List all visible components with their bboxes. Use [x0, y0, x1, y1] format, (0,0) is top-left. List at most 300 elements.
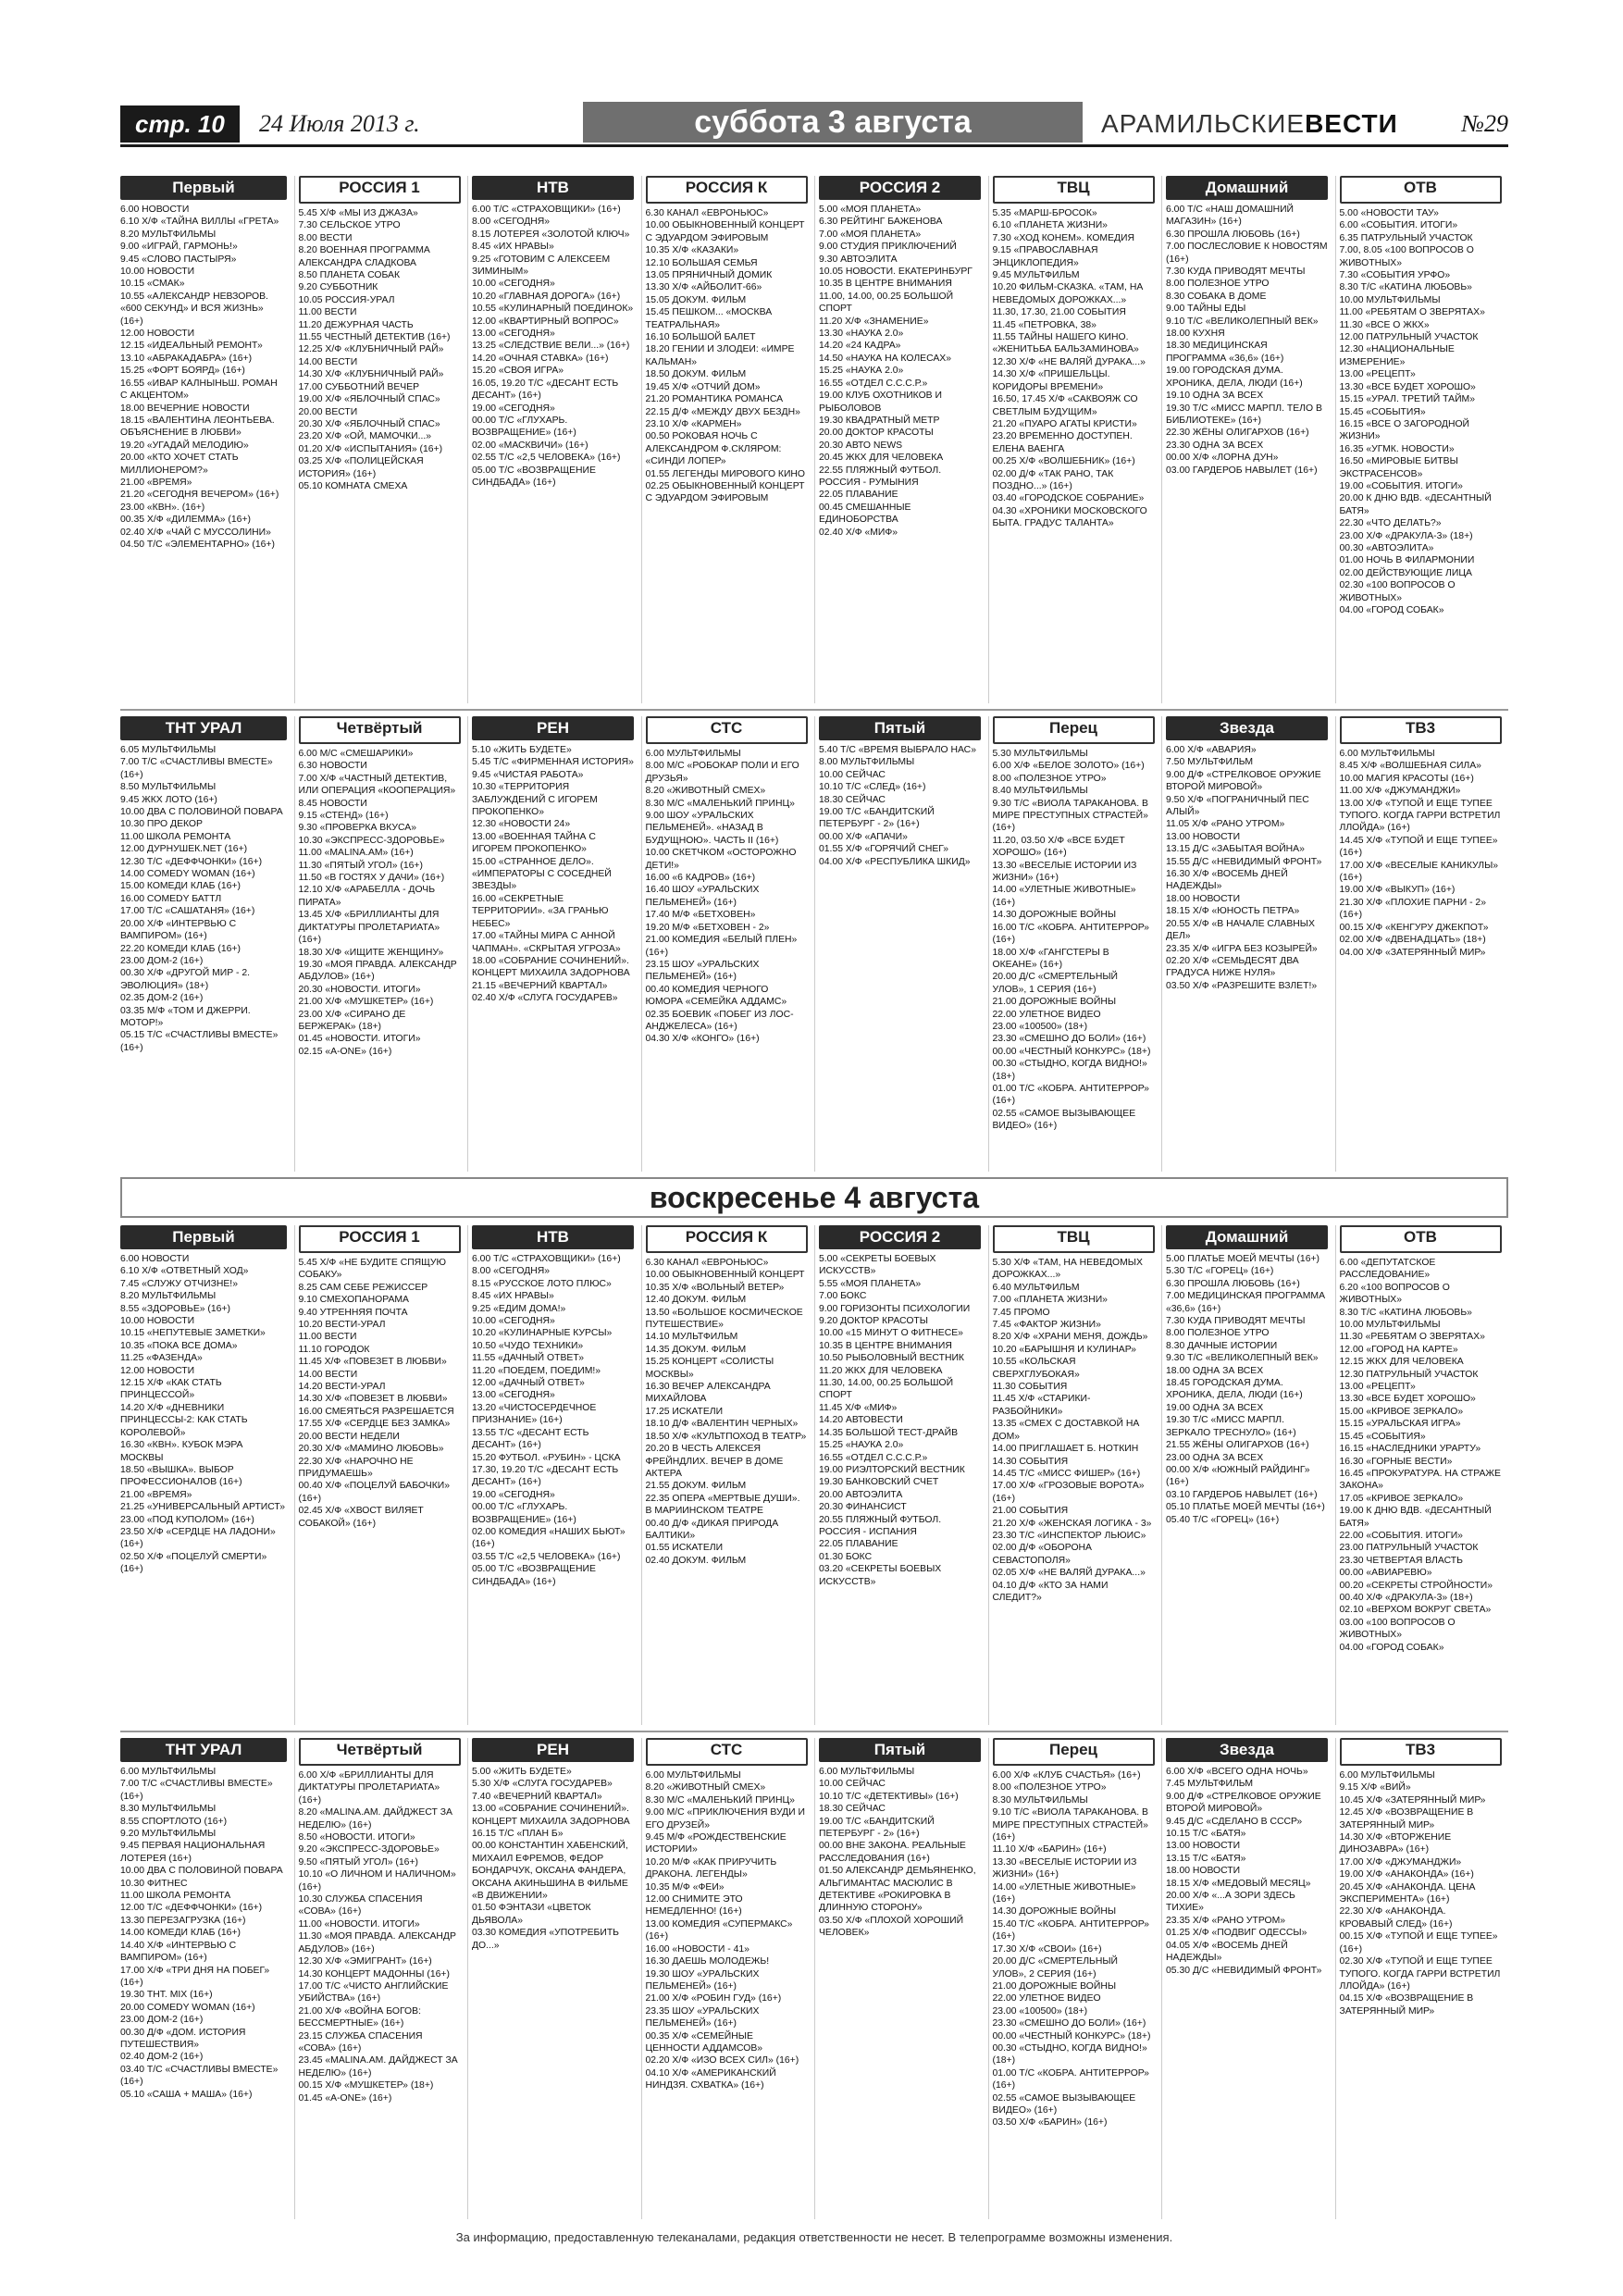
program-item: 6.00 Х/Ф «ВСЕГО ОДНА НОЧЬ»	[1166, 1767, 1308, 1777]
program-item: 9.00 Д/Ф «СТРЕЛКОВОЕ ОРУЖИЕ ВТОРОЙ МИРОВОЙ»	[1166, 769, 1321, 793]
program-item: 5.55 «МОЯ ПЛАНЕТА»	[819, 1278, 922, 1289]
program-item: 05.15 Т/С «СЧАСТЛИВЫ ВМЕСТЕ» (16+)	[120, 1030, 279, 1053]
program-item: 6.30 КАНАЛ «ЕВРОНЬЮС»	[645, 208, 769, 218]
program-item: 6.10 «ПЛАНЕТА ЖИЗНИ»	[992, 220, 1108, 231]
program-item: 13.30 «ВЕСЕЛЫЕ ИСТОРИИ ИЗ ЖИЗНИ» (16+)	[992, 860, 1137, 884]
day-title-saturday: суббота 3 августа	[583, 102, 1083, 143]
program-item: 16.00 COMEDY БАТТЛ	[120, 893, 222, 904]
program-item: 05.00 Т/С «ВОЗВРАЩЕНИЕ СИНДБАДА» (16+)	[472, 1564, 596, 1587]
program-item: 6.00 Т/С «СТРАХОВЩИКИ» (16+)	[472, 205, 621, 215]
program-item: 8.20 «ЖИВОТНЫЙ СМЕХ»	[645, 1782, 766, 1793]
program-item: 23.30 Т/С «ИНСПЕКТОР ЛЬЮИС»	[992, 1530, 1146, 1541]
program-item: 12.00 Т/С «ДЕФФЧОНКИ» (16+)	[120, 1903, 263, 1914]
program-list	[120, 744, 287, 1054]
program-item: 10.20 М/Ф «КАК ПРИРУЧИТЬ ДРАКОНА. ЛЕГЕНДЫ»	[645, 1856, 777, 1880]
program-item: 04.10 Д/Ф «КТО ЗА НАМИ СЛЕДИТ?»	[992, 1580, 1109, 1603]
program-item: 02.40 Х/Ф «МИФ»	[819, 527, 898, 538]
program-item: 13.50 «БОЛЬШОЕ КОСМИЧЕСКОЕ ПУТЕШЕСТВИЕ»	[645, 1307, 803, 1331]
program-item: 19.45 Х/Ф «ОТЧИЙ ДОМ»	[645, 381, 761, 392]
program-item: 8.40 МУЛЬТФИЛЬМЫ	[992, 786, 1088, 797]
program-item: 16.30 ДАЕШЬ МОЛОДЕЖЬ!	[645, 1956, 770, 1967]
program-item: 9.15 «СТЕНД» (16+)	[298, 811, 389, 822]
program-item: 23.00 «100500» (18+)	[992, 2005, 1088, 2017]
program-item: 00.40 Д/Ф «ДИКАЯ ПРИРОДА БАЛТИКИ»	[645, 1518, 779, 1541]
program-item: 04.30 Х/Ф «КОНГО» (16+)	[645, 1034, 760, 1045]
program-item: 23.20 Х/Ф «ОЙ, МАМОЧКИ...»	[298, 431, 432, 442]
program-item: 9.00 ШОУ «УРАЛЬСКИХ ПЕЛЬМЕНЕЙ». «НАЗАД В БУДУЩНОЮ». ЧАСТЬ II (16+)	[645, 811, 779, 846]
program-item: 15.00 «КРИВОЕ ЗЕРКАЛО»	[1339, 1406, 1464, 1417]
program-item: 18.00 НОВОСТИ	[1166, 1866, 1241, 1877]
channel-column	[988, 176, 1155, 703]
program-item: 9.15 Х/Ф «ВИЙ»	[1339, 1782, 1411, 1793]
program-item: 18.00 Х/Ф «ГАНГСТЕРЫ В ОКЕАНЕ» (16+)	[992, 947, 1109, 970]
program-item: 16.30 «ГОРНЫЕ ВЕСТИ»	[1339, 1456, 1453, 1467]
program-item: 9.00 «ИГРАЙ, ГАРМОНЬ!»	[120, 242, 238, 253]
program-item: 18.00 «СОБРАНИЕ СОЧИНЕНИЙ». КОНЦЕРТ МИХАИЛА ЗАДОРНОВА	[472, 955, 630, 979]
program-item: 16.45 «ПРОКУРАТУРА. НА СТРАЖЕ ЗАКОНА»	[1339, 1468, 1501, 1492]
program-item: 15.55 Д/С «НЕВИДИМЫЙ ФРОНТ»	[1166, 856, 1322, 867]
program-item: 7.40 «ВЕЧЕРНИЙ КВАРТАЛ»	[472, 1791, 602, 1802]
channel-logo: НТВ	[472, 1225, 634, 1249]
program-item: 16.00 Т/С «КОБРА. АНТИТЕРРОР» (16+)	[992, 922, 1149, 946]
channel-column	[1335, 1225, 1502, 1725]
program-item: 8.20 ВОЕННАЯ ПРОГРАММА АЛЕКСАНДРА СЛАДКОВА	[298, 245, 430, 268]
program-item: 23.00 Х/Ф «ДРАКУЛА-3» (18+)	[1339, 530, 1473, 541]
program-item: 14.45 Т/С «МИСС ФИШЕР» (16+)	[992, 1468, 1141, 1479]
program-item: 19.00 Т/С «БАНДИТСКИЙ ПЕТЕРБУРГ - 2» (16+)	[819, 807, 935, 830]
program-item: 21.00 ДОРОЖНЫЕ ВОЙНЫ	[992, 1980, 1117, 1992]
program-item: 10.00 СЕЙЧАС	[819, 1779, 886, 1790]
program-item: 8.30 Т/С «КАТИНА ЛЮБОВЬ»	[1339, 282, 1472, 293]
program-item: 14.20 Х/Ф «ДНЕВНИКИ ПРИНЦЕССЫ-2: КАК СТАТЬ КОРОЛЕВОЙ»	[120, 1402, 248, 1438]
program-item: 10.35 В ЦЕНТРЕ ВНИМАНИЯ	[819, 1340, 952, 1351]
program-item: 16.00 СМЕЯТЬСЯ РАЗРЕШАЕТСЯ	[298, 1406, 454, 1417]
program-item: 6.00 «ДЕПУТАТСКОЕ РАССЛЕДОВАНИЕ»	[1339, 1258, 1436, 1281]
program-list	[472, 1766, 634, 1952]
program-item: 19.00 КЛУБ ОХОТНИКОВ И РЫБОЛОВОВ	[819, 391, 942, 414]
program-item: 04.30 «ХРОНИКИ МОСКОВСКОГО БЫТА. ГРАДУС ТАЛАНТА»	[992, 505, 1147, 529]
program-item: 12.10 БОЛЬШАЯ СЕМЬЯ	[645, 257, 758, 268]
program-item: 6.30 КАНАЛ «ЕВРОНЬЮС»	[645, 1258, 769, 1268]
program-item: 04.05 Х/Ф «ВОСЕМЬ ДНЕЙ НАДЕЖДЫ»	[1166, 1940, 1288, 1964]
program-item: 11.45 «ПЕТРОВКА, 38»	[992, 319, 1096, 330]
program-item: 17.30, 19.20 Т/С «ДЕСАНТ ЕСТЬ ДЕСАНТ» (16+)	[472, 1464, 619, 1488]
program-item: 12.30 ПАТРУЛЬНЫЙ УЧАСТОК	[1339, 1369, 1479, 1380]
program-item: 02.55 «САМОЕ ВЫЗЫВАЮЩЕЕ ВИДЕО» (16+)	[992, 1108, 1136, 1132]
program-item: 23.15 ШОУ «УРАЛЬСКИХ ПЕЛЬМЕНЕЙ» (16+)	[645, 959, 760, 983]
program-item: 01.20 Х/Ф «ИСПЫТАНИЯ» (16+)	[298, 443, 443, 454]
program-item: 8.00 ПОЛЕЗНОЕ УТРО	[1166, 279, 1270, 290]
program-item: 22.30 Х/Ф «НАРОЧНО НЕ ПРИДУМАЕШЬ»	[298, 1456, 414, 1479]
program-item: 19.00 ОДНА ЗА ВСЕХ	[1166, 1402, 1264, 1413]
program-item: 18.50 ДОКУМ. ФИЛЬМ	[645, 369, 747, 380]
program-item: 10.00 ОБЫКНОВЕННЫЙ КОНЦЕРТ	[645, 1270, 805, 1281]
program-item: 11.45 Х/Ф «СТАРИКИ-РАЗБОЙНИКИ»	[992, 1394, 1091, 1417]
program-item: 00.00 Т/С «ГЛУХАРЬ. ВОЗВРАЩЕНИЕ» (16+)	[472, 1502, 576, 1525]
channel-logo: ОТВ	[1340, 176, 1502, 204]
program-item: 10.00 НОВОСТИ	[120, 1316, 195, 1327]
program-item: 19.00 «СЕГОДНЯ»	[472, 1489, 555, 1500]
program-item: 10.20 «БАРЫШНЯ И КУЛИНАР»	[992, 1344, 1136, 1355]
masthead	[1101, 105, 1398, 143]
channel-logo: РОССИЯ 2	[819, 1225, 981, 1249]
program-item: 11.30, 14.00, 00.25 БОЛЬШОЙ СПОРТ	[819, 1378, 954, 1401]
program-item: 6.00 Т/С «СТРАХОВЩИКИ» (16+)	[472, 1254, 621, 1264]
program-item: 10.55 «КОЛЬСКАЯ СВЕРХГЛУБОКАЯ»	[992, 1357, 1080, 1380]
saturday-top-grid	[120, 176, 1508, 703]
channel-column	[641, 1738, 808, 2219]
channel-column	[294, 716, 461, 1172]
program-item: 5.00 «СЕКРЕТЫ БОЕВЫХ ИСКУССТВ»	[819, 1254, 936, 1277]
issue-date: 24 Июля 2013 г.	[259, 110, 420, 137]
program-item: 9.45 М/Ф «РОЖДЕСТВЕНСКИЕ ИСТОРИИ»	[645, 1832, 787, 1855]
program-item: 22.30 Х/Ф «АНАКОНДА. КРОВАВЫЙ СЛЕД» (16+)	[1339, 1906, 1453, 1930]
channel-logo: Пятый	[819, 1738, 981, 1762]
program-item: 15.45 «СОБЫТИЯ»	[1339, 406, 1426, 417]
program-item: 10.45 Х/Ф «ЗАТЕРЯННЫЙ МИР»	[1339, 1794, 1486, 1806]
channel-logo: РОССИЯ 1	[299, 176, 461, 204]
program-item: 8.20 МУЛЬТФИЛЬМЫ	[120, 1291, 217, 1302]
program-list	[120, 1766, 287, 2101]
channel-logo: РОССИЯ К	[646, 1225, 808, 1253]
program-item: 17.00 Т/С «ЧИСТО АНГЛИЙСКИЕ УБИЙСТВА» (16+)	[298, 1980, 449, 2004]
program-item: 23.30 «СМЕШНО ДО БОЛИ» (16+)	[992, 1034, 1146, 1045]
section-divider	[120, 1731, 1508, 1732]
program-item: 9.00 М/С «ПРИКЛЮЧЕНИЯ ВУДИ И ЕГО ДРУЗЕЙ»	[645, 1807, 806, 1831]
program-item: 9.00 ГОРИЗОНТЫ ПСИХОЛОГИИ	[819, 1303, 971, 1314]
program-item: 10.30 ФИТНЕС	[120, 1878, 188, 1889]
program-item: 11.05 Х/Ф «РАНО УТРОМ»	[1166, 819, 1285, 830]
saturday-bottom-grid	[120, 716, 1508, 1172]
program-item: 9.45 Д/С «СДЕЛАНО В СССР»	[1166, 1816, 1303, 1827]
program-item: 14.30 Х/Ф «КЛУБНИЧНЫЙ РАЙ»	[298, 369, 444, 380]
channel-logo: Пятый	[819, 716, 981, 740]
channel-logo: Четвёртый	[299, 1738, 461, 1766]
program-item: 9.20 СУББОТНИК	[298, 282, 378, 293]
program-list	[120, 1253, 287, 1576]
program-item: 23.45 «MALINA.AM. ДАЙДЖЕСТ ЗА НЕДЕЛЮ» (16+)	[298, 2055, 458, 2079]
program-item: 03.50 Х/Ф «РАЗРЕШИТЕ ВЗЛЕТ!»	[1166, 980, 1318, 991]
program-item: 12.40 ДОКУМ. ФИЛЬМ	[645, 1295, 747, 1306]
program-item: 23.35 ШОУ «УРАЛЬСКИХ ПЕЛЬМЕНЕЙ» (16+)	[645, 2005, 760, 2029]
program-item: 10.15 Т/С «БАТЯ»	[1166, 1829, 1246, 1840]
program-item: 16.15 «НАСЛЕДНИКИ УРАРТУ»	[1339, 1444, 1481, 1455]
program-item: 6.10 Х/Ф «ОТВЕТНЫЙ ХОД»	[120, 1266, 249, 1277]
channel-column	[1335, 176, 1502, 703]
program-item: 12.00 НОВОСТИ	[120, 329, 195, 340]
program-item: 15.40 Т/С «КОБРА. АНТИТЕРРОР» (16+)	[992, 1918, 1149, 1942]
program-item: 14.20 «ОЧНАЯ СТАВКА» (16+)	[472, 353, 609, 364]
channel-logo: РОССИЯ К	[646, 176, 808, 204]
program-item: 03.50 Х/Ф «ПЛОХОЙ ХОРОШИЙ ЧЕЛОВЕК»	[819, 1915, 964, 1939]
channel-column	[294, 1225, 461, 1725]
page-header	[120, 102, 1508, 146]
program-item: 22.00 «СОБЫТИЯ. ИТОГИ»	[1339, 1530, 1463, 1541]
program-item: 21.00 СОБЫТИЯ	[992, 1506, 1069, 1517]
program-item: 7.45 МУЛЬТФИЛЬМ	[1166, 1779, 1254, 1790]
program-item: 14.30 Х/Ф «ПРИШЕЛЬЦЫ. КОРИДОРЫ ВРЕМЕНИ»	[992, 369, 1110, 392]
program-item: 11.00 «РЕБЯТАМ О ЗВЕРЯТАХ»	[1339, 307, 1485, 318]
channel-column	[1335, 716, 1502, 1172]
program-item: 19.30 БАНКОВСКИЙ СЧЕТ	[819, 1477, 939, 1488]
program-item: 5.00 «НОВОСТИ ТАУ»	[1339, 208, 1439, 218]
program-item: 19.00 К ДНЮ ВДВ. «ДЕСАНТНЫЙ БАТЯ»	[1339, 1506, 1492, 1529]
program-item: 00.30 «СТЫДНО, КОГДА ВИДНО!» (18+)	[992, 2042, 1147, 2066]
program-item: 8.15 ЛОТЕРЕЯ «ЗОЛОТОЙ КЛЮЧ»	[472, 229, 630, 240]
program-item: 23.50 Х/Ф «СЕРДЦЕ НА ЛАДОНИ» (16+)	[120, 1526, 276, 1550]
program-item: 15.20 «СВОЯ ИГРА»	[472, 366, 564, 377]
program-item: 8.00 ПОЛЕЗНОЕ УТРО	[1166, 1328, 1270, 1339]
program-item: 00.40 КОМЕДИЯ ЧЕРНОГО ЮМОРА «СЕМЕЙКА АДДАМС»	[645, 984, 787, 1008]
program-item: 01.00 НОЧЬ В ФИЛАРМОНИИ	[1339, 555, 1475, 566]
channel-column	[641, 716, 808, 1172]
program-item: 6.00 НОВОСТИ	[120, 1254, 190, 1264]
channel-column	[1335, 1738, 1502, 2219]
program-item: 7.30 СЕЛЬСКОЕ УТРО	[298, 220, 401, 231]
channel-logo: ТВЦ	[993, 1225, 1155, 1253]
program-item: 20.30 ФИНАНСИСТ	[819, 1502, 907, 1513]
program-item: 5.30 Т/С «ГОРЕЦ» (16+)	[1166, 1266, 1274, 1277]
program-item: 8.20 «MALINA.AM. ДАЙДЖЕСТ ЗА НЕДЕЛЮ» (16+)	[298, 1807, 452, 1831]
program-item: 9.30 АВТОЭЛИТА	[819, 254, 898, 265]
program-item: 7.00 Т/С «СЧАСТЛИВЫ ВМЕСТЕ» (16+)	[120, 757, 273, 780]
program-item: 18.50 Х/Ф «КУЛЬТПОХОД В ТЕАТР»	[645, 1431, 807, 1442]
program-item: 05.30 Д/С «НЕВИДИМЫЙ ФРОНТ»	[1166, 1965, 1322, 1976]
program-list	[993, 748, 1155, 1133]
program-item: 9.45 «СЛОВО ПАСТЫРЯ»	[120, 254, 237, 265]
program-item: 10.50 РЫБОЛОВНЫЙ ВЕСТНИК	[819, 1353, 964, 1364]
program-item: 14.00 КОМЕДИ КЛАБ (16+)	[120, 1928, 241, 1939]
program-list	[1166, 744, 1328, 992]
program-item: 17.00 Х/Ф «ГРОЗОВЫЕ ВОРОТА» (16+)	[992, 1481, 1145, 1504]
program-item: 6.05 МУЛЬТФИЛЬМЫ	[120, 745, 217, 755]
program-item: 00.00 «ЧЕСТНЫЙ КОНКУРС» (18+)	[992, 1046, 1151, 1057]
channel-column	[988, 716, 1155, 1172]
program-item: 22.20 КОМЕДИ КЛАБ (16+)	[120, 943, 241, 954]
program-item: 14.40 Х/Ф «ИНТЕРВЬЮ С ВАМПИРОМ» (16+)	[120, 1940, 237, 1964]
program-item: 13.00 «СЕГОДНЯ»	[472, 1390, 555, 1401]
program-item: 22.00 УЛЕТНОЕ ВИДЕО	[992, 1009, 1101, 1020]
program-item: 5.45 Т/С «ФИРМЕННАЯ ИСТОРИЯ»	[472, 757, 634, 768]
program-item: 10.20 ФИЛЬМ-СКАЗКА. «ТАМ, НА НЕВЕДОМЫХ ДОРОЖКАХ...»	[992, 282, 1144, 305]
program-list	[819, 1253, 981, 1588]
program-list	[1340, 1257, 1502, 1654]
program-item: 00.45 СМЕШАННЫЕ ЕДИНОБОРСТВА	[819, 502, 911, 526]
program-list	[120, 204, 287, 551]
program-item: 21.00 «ВРЕМЯ»	[120, 477, 192, 488]
program-list	[1340, 748, 1502, 959]
program-item: 00.30 «СТЫДНО, КОГДА ВИДНО!» (18+)	[992, 1059, 1147, 1082]
program-item: 02.25 ОБЫКНОВЕННЫЙ КОНЦЕРТ С ЭДУАРДОМ ЭФИРОВЫМ	[645, 480, 805, 504]
newspaper-page	[120, 102, 1508, 2244]
program-item: 12.00 ПАТРУЛЬНЫЙ УЧАСТОК	[1339, 332, 1479, 343]
program-item: 10.00 ДВА С ПОЛОВИНОЙ ПОВАРА	[120, 807, 283, 818]
program-item: 21.00 ДОРОЖНЫЕ ВОЙНЫ	[992, 997, 1117, 1008]
program-item: 18.30 СЕЙЧАС	[819, 794, 886, 805]
program-item: 7.00 «ПЛАНЕТА ЖИЗНИ»	[992, 1295, 1108, 1306]
program-item: 6.00 МУЛЬТФИЛЬМЫ	[120, 1767, 217, 1777]
program-item: 00.00 Т/С «ГЛУХАРЬ. ВОЗВРАЩЕНИЕ» (16+)	[472, 415, 576, 439]
program-item: 03.00 ГАРДЕРОБ НАВЫЛЕТ (16+)	[1166, 465, 1318, 476]
program-item: 6.20 «100 ВОПРОСОВ О ЖИВОТНЫХ»	[1339, 1282, 1450, 1306]
masthead-part-2: ВЕСТИ	[1305, 109, 1398, 138]
program-item: 6.00 М/С «СМЕШАРИКИ»	[298, 749, 414, 759]
program-item: 8.45 «ИХ НРАВЫ»	[472, 242, 554, 253]
program-item: 01.25 Х/Ф «ПОДВИГ ОДЕССЫ»	[1166, 1928, 1307, 1939]
program-item: 9.00 ТАЙНЫ ЕДЫ	[1166, 304, 1246, 315]
program-item: 23.35 Х/Ф «РАНО УТРОМ»	[1166, 1915, 1286, 1926]
program-item: 20.45 ЖКХ ДЛЯ ЧЕЛОВЕКА	[819, 453, 944, 464]
program-item: 02.40 ДОМ-2 (16+)	[120, 2052, 204, 2063]
channel-column	[467, 176, 634, 703]
program-item: 8.55 СПОРТЛОТО (16+)	[120, 1816, 228, 1827]
program-item: 16.50 «МИРОВЫЕ БИТВЫ ЭКСТРАСЕНСОВ»	[1339, 456, 1458, 479]
program-item: 17.00 Х/Ф «ТРИ ДНЯ НА ПОБЕГ» (16+)	[120, 1965, 270, 1988]
channel-column	[120, 176, 287, 703]
program-item: 21.55 ДОКУМ. ФИЛЬМ	[645, 1481, 747, 1492]
masthead-part-1: АРАМИЛЬСКИЕ	[1101, 109, 1306, 138]
program-item: 23.00 «КВН». (16+)	[120, 502, 205, 513]
program-list	[646, 207, 808, 505]
program-item: 11.50 «В ГОСТЯХ У ДАЧИ» (16+)	[298, 873, 445, 884]
program-item: 10.35 «ПОКА ВСЕ ДОМА»	[120, 1340, 238, 1351]
program-item: 12.30 Т/С «ДЕФФЧОНКИ» (16+)	[120, 856, 263, 867]
program-item: 13.15 Д/С «ЗАБЫТАЯ ВОЙНА»	[1166, 844, 1305, 855]
program-item: 23.35 Х/Ф «ИГРА БЕЗ КОЗЫРЕЙ»	[1166, 943, 1318, 954]
program-item: 11.00, 14.00, 00.25 БОЛЬШОЙ СПОРТ	[819, 291, 954, 315]
program-item: 9.30 Т/С «ВЕЛИКОЛЕПНЫЙ ВЕК»	[1166, 1353, 1319, 1364]
program-item: 13.00 НОВОСТИ	[1166, 1841, 1241, 1852]
program-item: 21.00 Х/Ф «ВОЙНА БОГОВ: БЕССМЕРТНЫЕ» (16+)	[298, 2005, 421, 2029]
program-item: 10.10 «О ЛИЧНОМ И НАЛИЧНОМ» (16+)	[298, 1869, 456, 1893]
program-item: 18.20 ГЕНИИ И ЗЛОДЕИ: «ИМРЕ КАЛЬМАН»	[645, 344, 795, 367]
program-item: 11.30, 17.30, 21.00 СОБЫТИЯ	[992, 307, 1126, 318]
program-item: 01.00 Т/С «КОБРА. АНТИТЕРРОР» (16+)	[992, 2067, 1149, 2091]
program-item: 16.15 «ВСЕ О ЗАГОРОДНОЙ ЖИЗНИ»	[1339, 418, 1470, 442]
program-item: 18.00 НОВОСТИ	[1166, 893, 1241, 904]
header-rule	[120, 144, 1508, 147]
program-item: 19.10 ОДНА ЗА ВСЕХ	[1166, 391, 1264, 402]
program-list	[646, 1257, 808, 1567]
program-item: 04.00 Х/Ф «ЗАТЕРЯННЫЙ МИР»	[1339, 947, 1486, 958]
program-item: 16.00 «6 КАДРОВ» (16+)	[645, 873, 756, 884]
program-item: 9.45 ПЕРВАЯ НАЦИОНАЛЬНАЯ ЛОТЕРЕЯ (16+)	[120, 1841, 266, 1864]
program-item: 00.00 Х/Ф «ЛОРНА ДУН»	[1166, 453, 1279, 464]
program-item: 10.00 СЕЙЧАС	[819, 769, 886, 780]
program-item: 5.00 «ЖИТЬ БУДЕТЕ»	[472, 1767, 572, 1777]
program-item: 13.55 Т/С «ДЕСАНТ ЕСТЬ ДЕСАНТ» (16+)	[472, 1427, 589, 1451]
program-item: 10.50 «ЧУДО ТЕХНИКИ»	[472, 1340, 584, 1351]
program-item: 13.05 ПРЯНИЧНЫЙ ДОМИК	[645, 270, 773, 281]
program-item: 03.50 Х/Ф «БАРИН» (16+)	[992, 2117, 1108, 2128]
program-item: 01.30 БОКС	[819, 1551, 873, 1562]
channel-logo: Звезда	[1166, 1738, 1328, 1762]
program-item: 14.20 «24 КАДРА»	[819, 341, 901, 352]
program-item: 7.30 «ХОД КОНЕМ». КОМЕДИЯ	[992, 232, 1135, 243]
channel-logo: Первый	[120, 176, 287, 200]
program-item: 18.15 Х/Ф «МЕДОВЫЙ МЕСЯЦ»	[1166, 1878, 1311, 1889]
program-item: 10.20 «ГЛАВНАЯ ДОРОГА» (16+)	[472, 291, 621, 302]
program-item: 19.30 «МОЯ ПРАВДА. АЛЕКСАНДР АБДУЛОВ» (16+)	[298, 959, 457, 983]
program-item: 01.50 ФЭНТАЗИ «ЦВЕТОК ДЬЯВОЛА»	[472, 1903, 591, 1926]
program-item: 21.55 ЖЁНЫ ОЛИГАРХОВ (16+)	[1166, 1440, 1309, 1451]
program-item: 8.00 МУЛЬТФИЛЬМЫ	[819, 757, 915, 768]
program-item: 12.10 Х/Ф «АРАБЕЛЛА - ДОЧЬ ПИРАТА»	[298, 885, 436, 908]
channel-logo: РЕН	[472, 716, 634, 740]
program-item: 00.35 Х/Ф «ДИЛЕММА» (16+)	[120, 515, 251, 526]
program-item: 11.30 «ПЯТЫЙ УГОЛ» (16+)	[298, 860, 423, 871]
channel-logo: Перец	[993, 1738, 1155, 1766]
program-item: 9.15 «ПРАВОСЛАВНАЯ ЭНЦИКЛОПЕДИЯ»	[992, 245, 1098, 268]
program-item: 17.00 «ТАЙНЫ МИРА С АННОЙ ЧАПМАН». «СКРЫТАЯ УГРОЗА»	[472, 931, 621, 954]
program-item: 11.00 ВЕСТИ	[298, 307, 357, 318]
program-item: 8.00 «ПОЛЕЗНОЕ УТРО»	[992, 1782, 1107, 1793]
program-item: 23.00 ПАТРУЛЬНЫЙ УЧАСТОК	[1339, 1543, 1479, 1554]
program-item: 9.25 «ГОТОВИМ С АЛЕКСЕЕМ ЗИМИНЫМ»	[472, 254, 611, 278]
program-item: 7.00 МЕДИЦИНСКАЯ ПРОГРАММА «36,6» (16+)	[1166, 1291, 1326, 1314]
program-item: 05.40 Т/С «ГОРЕЦ» (16+)	[1166, 1514, 1280, 1525]
program-item: 20.20 В ЧЕСТЬ АЛЕКСЕЯ ФРЕЙНДЛИХ. ВЕЧЕР В ДОМЕ АКТЕРА	[645, 1444, 784, 1479]
program-item: 22.15 Д/Ф «МЕЖДУ ДВУХ БЕЗДН»	[645, 406, 800, 417]
program-item: 16.50, 17.45 Х/Ф «САКВОЯЖ СО СВЕТЛЫМ БУДУЩИМ»	[992, 394, 1138, 417]
program-item: 00.30 Д/Ф «ДОМ. ИСТОРИЯ ПУТЕШЕСТВИЯ»	[120, 2027, 246, 2050]
program-item: 20.00 К ДНЮ ВДВ. «ДЕСАНТНЫЙ БАТЯ»	[1339, 493, 1492, 516]
program-item: 6.00 НОВОСТИ	[120, 205, 190, 215]
program-item: 00.30 «АВТОЭЛИТА»	[1339, 542, 1434, 553]
program-item: 13.30 «НАУКА 2.0»	[819, 329, 904, 340]
program-item: 14.30 ДОРОЖНЫЕ ВОЙНЫ	[992, 1906, 1117, 1917]
program-item: 8.30 МУЛЬТФИЛЬМЫ	[120, 1804, 217, 1815]
program-item: 9.50 «ПЯТЫЙ УГОЛ» (16+)	[298, 1856, 418, 1868]
program-item: 22.30 ЖЁНЫ ОЛИГАРХОВ (16+)	[1166, 428, 1309, 439]
program-list	[646, 748, 808, 1046]
program-item: 5.30 Х/Ф «СЛУГА ГОСУДАРЕВ»	[472, 1779, 613, 1790]
channel-column	[294, 1738, 461, 2219]
program-list	[299, 748, 461, 1058]
program-item: 6.00 Х/Ф «БЕЛОЕ ЗОЛОТО» (16+)	[992, 761, 1145, 772]
program-item: 18.30 СЕЙЧАС	[819, 1804, 886, 1815]
program-item: 22.05 ПЛАВАНИЕ	[819, 490, 898, 501]
program-item: 5.35 «МАРШ-БРОСОК»	[992, 208, 1097, 218]
program-item: 15.05 ДОКУМ. ФИЛЬМ	[645, 294, 747, 305]
program-item: 16.05, 19.20 Т/С «ДЕСАНТ ЕСТЬ ДЕСАНТ» (16+)	[472, 378, 619, 402]
program-item: 7.50 МУЛЬТФИЛЬМ	[1166, 757, 1254, 768]
program-item: 15.15 «УРАЛЬСКАЯ ИГРА»	[1339, 1419, 1461, 1430]
program-item: 15.00 «СТРАННОЕ ДЕЛО». «ИМПЕРАТОРЫ С СОСЕДНЕЙ ЗВЕЗДЫ»	[472, 856, 612, 892]
program-item: 14.35 БОЛЬШОЙ ТЕСТ-ДРАЙВ	[819, 1427, 958, 1438]
program-item: 19.00 «СОБЫТИЯ. ИТОГИ»	[1339, 480, 1463, 491]
program-item: 20.30 «НОВОСТИ. ИТОГИ»	[298, 984, 421, 995]
program-item: 7.30 КУДА ПРИВОДЯТ МЕЧТЫ	[1166, 1316, 1306, 1327]
program-item: 7.30 «СОБЫТИЯ УРФО»	[1339, 270, 1451, 281]
program-item: 20.00 ВЕСТИ	[298, 406, 358, 417]
channel-logo: ТНТ УРАЛ	[120, 716, 287, 740]
program-list	[993, 1257, 1155, 1604]
program-item: 13.35 «СМЕХ С ДОСТАВКОЙ НА ДОМ»	[992, 1419, 1140, 1442]
channel-logo: ТВ3	[1340, 716, 1502, 744]
program-item: 20.00 Х/Ф «...А ЗОРИ ЗДЕСЬ ТИХИЕ»	[1166, 1891, 1295, 1914]
program-item: 18.50 «ВЫШКА». ВЫБОР ПРОФЕССИОНАЛОВ (16+)	[120, 1464, 242, 1488]
channel-column	[1161, 176, 1328, 703]
program-item: 8.55 «ЗДОРОВЬЕ» (16+)	[120, 1303, 230, 1314]
program-item: 11.55 ТАЙНЫ НАШЕГО КИНО. «ЖЕНИТЬБА БАЛЬЗАМИНОВА»	[992, 332, 1139, 355]
program-item: 8.00 ВЕСТИ	[298, 232, 353, 243]
program-item: 10.05 НОВОСТИ. ЕКАТЕРИНБУРГ	[819, 267, 973, 278]
program-item: 00.00 «АВИАРЕВЮ»	[1339, 1568, 1432, 1579]
program-item: 18.00 ВЕЧЕРНИЕ НОВОСТИ	[120, 403, 250, 414]
program-list	[993, 1769, 1155, 2129]
program-item: 5.45 Х/Ф «НЕ БУДИТЕ СПЯЩУЮ СОБАКУ»	[298, 1258, 447, 1281]
